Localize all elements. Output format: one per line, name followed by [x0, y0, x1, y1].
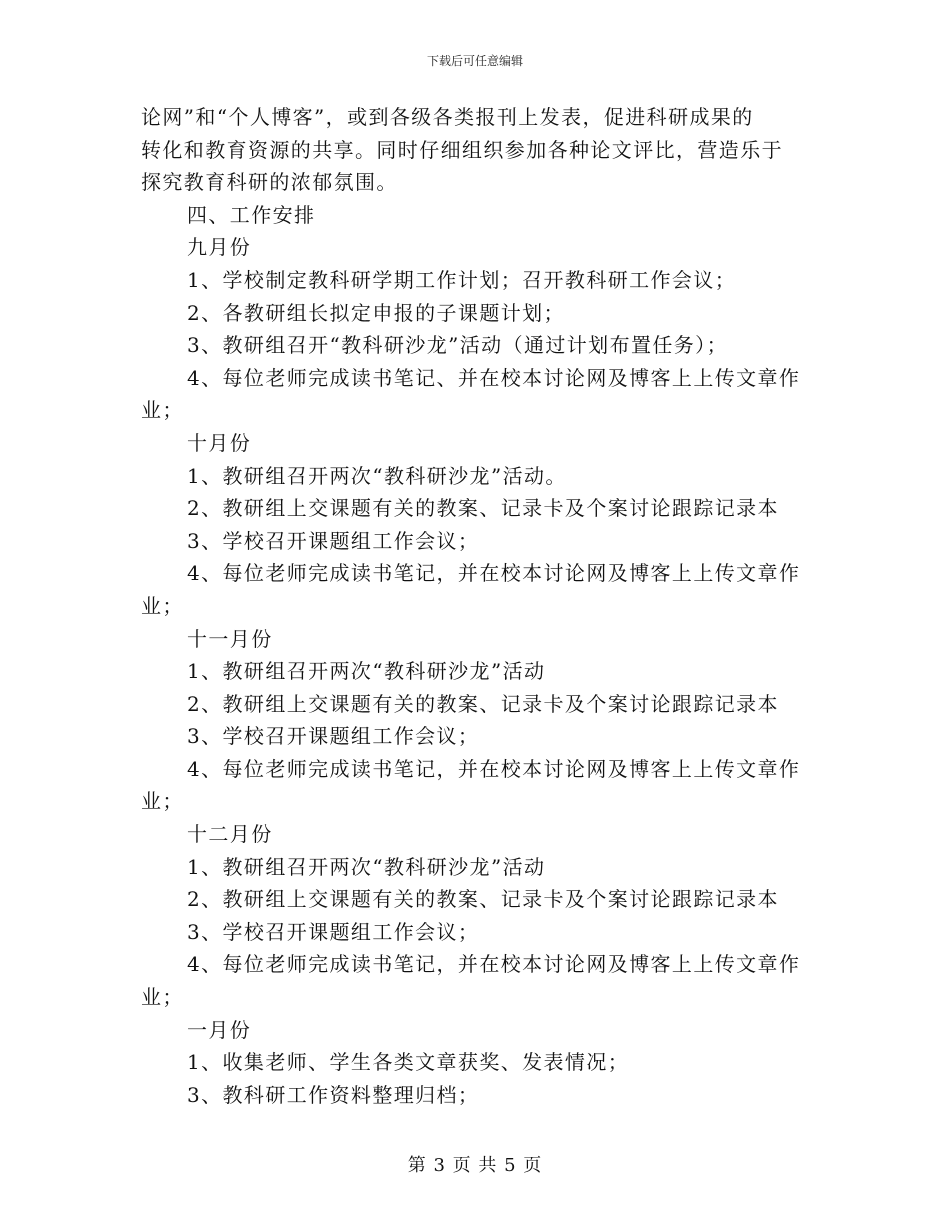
paragraph-line: 论网”和“个人博客”，或到各级各类报刊上发表，促进科研成果的 — [141, 105, 754, 129]
list-item: 2、教研组上交课题有关的教案、记录卡及个案讨论跟踪记录本 — [187, 691, 779, 716]
list-item: 3、学校召开课题组工作会议； — [187, 528, 480, 553]
paragraph-line: 转化和教育资源的共享。同时仔细组织参加各种论文评比，营造乐于 — [141, 137, 783, 162]
list-item: 1、教研组召开两次“教科研沙龙”活动 — [187, 659, 546, 684]
list-item: 3、学校召开课题组工作会议； — [187, 724, 480, 749]
paragraph-line: 探究教育科研的浓郁氛围。 — [141, 170, 398, 195]
list-item: 4、每位老师完成读书笔记，并在校本讨论网及博客上上传文章作 — [187, 561, 801, 586]
list-item: 1、教研组召开两次“教科研沙龙”活动 — [187, 854, 546, 879]
month-heading: 十月份 — [187, 430, 252, 455]
list-item: 4、每位老师完成读书笔记、并在校本讨论网及博客上上传文章作 — [187, 365, 801, 390]
month-heading: 十一月份 — [187, 626, 273, 651]
list-item: 3、学校召开课题组工作会议； — [187, 919, 480, 944]
page-number-footer: 第 3 页 共 5 页 — [407, 1155, 543, 1176]
list-item: 2、各教研组长拟定申报的子课题计划； — [187, 300, 565, 325]
list-item: 4、每位老师完成读书笔记，并在校本讨论网及博客上上传文章作 — [187, 756, 801, 781]
list-item-continuation: 业； — [141, 398, 184, 423]
list-item: 2、教研组上交课题有关的教案、记录卡及个案讨论跟踪记录本 — [187, 496, 779, 521]
document-body — [141, 101, 813, 1111]
month-heading: 十二月份 — [187, 822, 273, 847]
list-item: 3、教科研工作资料整理归档； — [187, 1082, 480, 1107]
month-heading: 一月份 — [187, 1017, 252, 1042]
list-item: 1、收集老师、学生各类文章获奖、发表情况； — [187, 1050, 630, 1075]
section-heading: 四、工作安排 — [187, 202, 316, 227]
list-item: 3、教研组召开“教科研沙龙”活动（通过计划布置任务）； — [187, 333, 728, 358]
list-item-continuation: 业； — [141, 593, 184, 618]
list-item: 2、教研组上交课题有关的教案、记录卡及个案讨论跟踪记录本 — [187, 887, 779, 912]
list-item: 1、学校制定教科研学期工作计划；召开教科研工作会议； — [187, 267, 737, 292]
list-item-continuation: 业； — [141, 789, 184, 814]
list-item: 4、每位老师完成读书笔记，并在校本讨论网及博客上上传文章作 — [187, 952, 801, 977]
month-heading: 九月份 — [187, 235, 252, 260]
list-item-continuation: 业； — [141, 985, 184, 1010]
page-header: 下载后可任意编辑 — [426, 54, 523, 68]
list-item: 1、教研组召开两次“教科研沙龙”活动。 — [187, 463, 567, 488]
